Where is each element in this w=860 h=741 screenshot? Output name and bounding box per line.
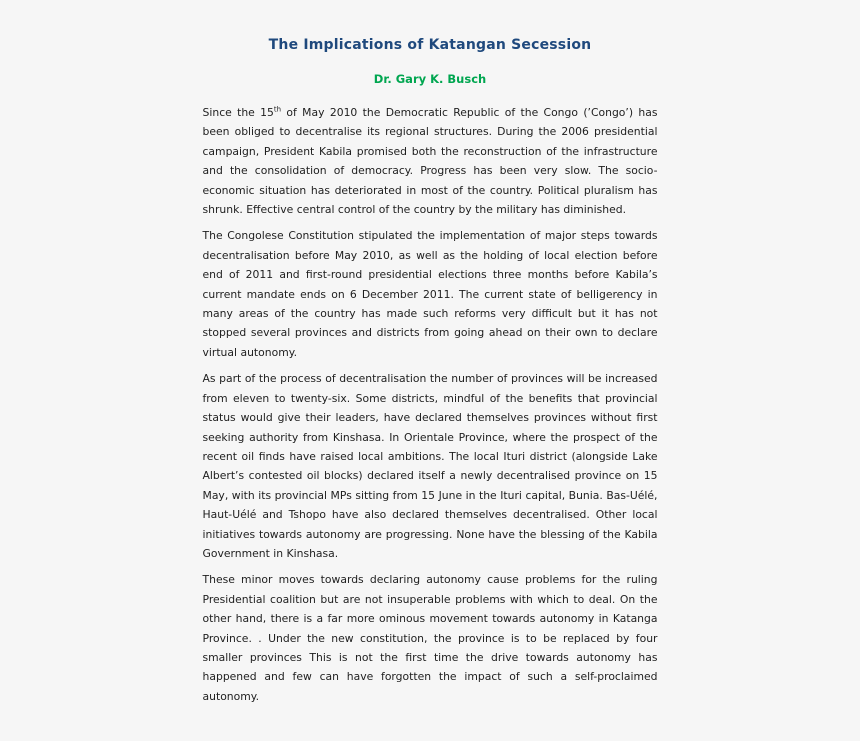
- paragraph-intro: [203, 103, 658, 219]
- paragraph-katanga: These minor moves towards declaring autonomy cause problems for the ruling Presidential coalition but are not insuperable problems with which to deal. On the other hand, there is a far more ominous movement towards autonomy in Katanga Province. . Under the new constitution, the province is to be replaced by four smaller provinces This is not the first time the drive towards autonomy has happened and few can have forgotten the impact of such a self-proclaimed autonomy.: [202, 573, 658, 703]
- paragraph-intro-lead: Since the 15: [202, 106, 274, 119]
- document-title: The Implications of Katangan Secession: [268, 37, 592, 53]
- document-author: Dr. Gary K. Busch: [373, 72, 487, 86]
- document-body: [203, 103, 658, 706]
- ordinal-superscript: th: [273, 105, 282, 114]
- paragraph-constitution: The Congolese Constitution stipulated the implementation of major steps towards decentralisation before May 2010, as well as the holding of local election before end of 2011 and first-round presidential elections three months before Kabila’s current mandate ends on 6 December 2011. The current state of belligerency in many areas of the country has made such reforms very difficult but it has not stopped several provinces and districts from going ahead on their own to declare virtual autonomy.: [202, 229, 658, 359]
- paragraph-intro-rest: of May 2010 the Democratic Republic of the Congo (’Congo’) has been obliged to decentralise its regional structures. During the 2006 presidential campaign, President Kabila promised both the reconstruction of the infrastructure and the consolidation of democracy. Progress has been very slow. The socio-economic situation has deteriorated in most of the country. Political pluralism has shrunk. Effective central control of the country by the military has diminished.: [202, 106, 658, 217]
- document-page: [203, 0, 658, 706]
- paragraph-decentralisation: As part of the process of decentralisation the number of provinces will be increased from eleven to twenty-six. Some districts, mindful of the benefits that provincial status would give their leaders, have declared themselves provinces without first seeking authority from Kinshasa. In Orientale Province, where the prospect of the recent oil finds have raised local ambitions. The local Ituri district (alongside Lake Albert’s contested oil blocks) declared itself a newly decentralised province on 15 May, with its provincial MPs sitting from 15 June in the Ituri capital, Bunia. Bas-Uélé, Haut-Uélé and Tshopo have also declared themselves decentralised. Other local initiatives towards autonomy are progressing. None have the blessing of the Kabila Government in Kinshasa.: [202, 372, 658, 560]
